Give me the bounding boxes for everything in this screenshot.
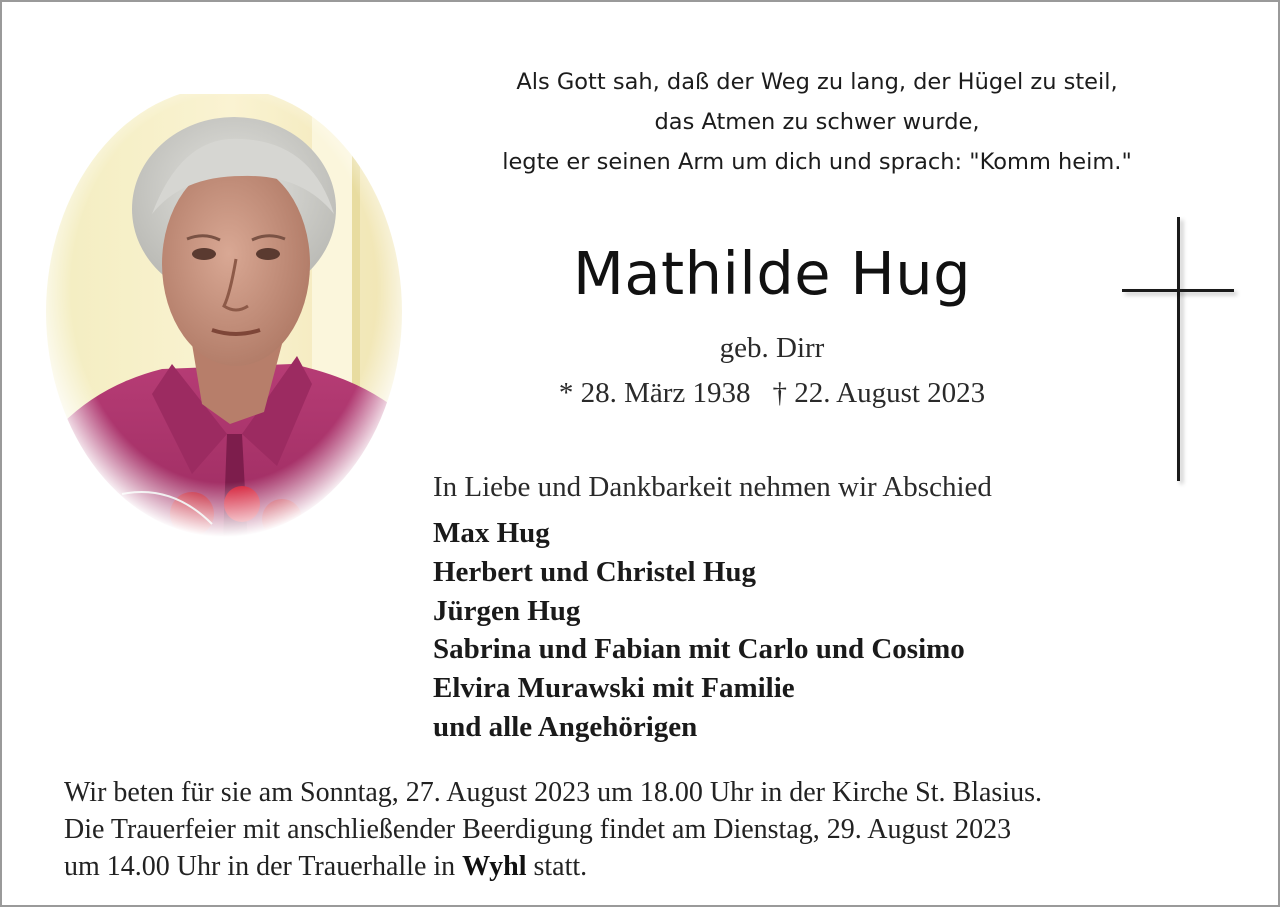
- mourner: Elvira Murawski mit Familie: [433, 672, 795, 705]
- notice-line: Die Trauerfeier mit anschließender Beerdigung findet am Dienstag, 29. August 2023: [64, 814, 1012, 845]
- poem-line: das Atmen zu schwer wurde,: [654, 109, 980, 135]
- mourner: Herbert und Christel Hug: [433, 555, 757, 588]
- notice-text: um 14.00 Uhr in der Trauerhalle in: [64, 851, 463, 882]
- farewell-text: In Liebe und Dankbarkeit nehmen wir Abschied: [433, 471, 992, 503]
- poem: [422, 62, 1212, 182]
- notice-line: [64, 848, 1244, 885]
- notice-line: Wir beten für sie am Sonntag, 27. August 2023 um 18.00 Uhr in der Kirche St. Blasius.: [64, 777, 1042, 808]
- cross-icon: [1120, 217, 1236, 483]
- mourners-list: [433, 514, 965, 747]
- mourner: Max Hug: [433, 517, 550, 549]
- service-notice: [64, 774, 1244, 885]
- death-date: † 22. August 2023: [772, 377, 986, 409]
- life-dates: [432, 374, 1112, 412]
- mourner: und alle Angehörigen: [433, 710, 698, 743]
- notice-text: statt.: [526, 851, 588, 882]
- birth-name: geb. Dirr: [719, 332, 825, 364]
- portrait-photo: [42, 94, 422, 622]
- mourner: Sabrina und Fabian mit Carlo und Cosimo: [433, 633, 965, 666]
- poem-line: Als Gott sah, daß der Weg zu lang, der Hügel zu steil,: [516, 69, 1118, 95]
- deceased-name: Mathilde Hug: [572, 239, 972, 308]
- birth-date: * 28. März 1938: [558, 377, 751, 409]
- poem-line: legte er seinen Arm um dich und sprach: "Komm heim.": [502, 149, 1132, 175]
- notice-place: Wyhl: [462, 851, 527, 882]
- mourner: Jürgen Hug: [433, 594, 581, 627]
